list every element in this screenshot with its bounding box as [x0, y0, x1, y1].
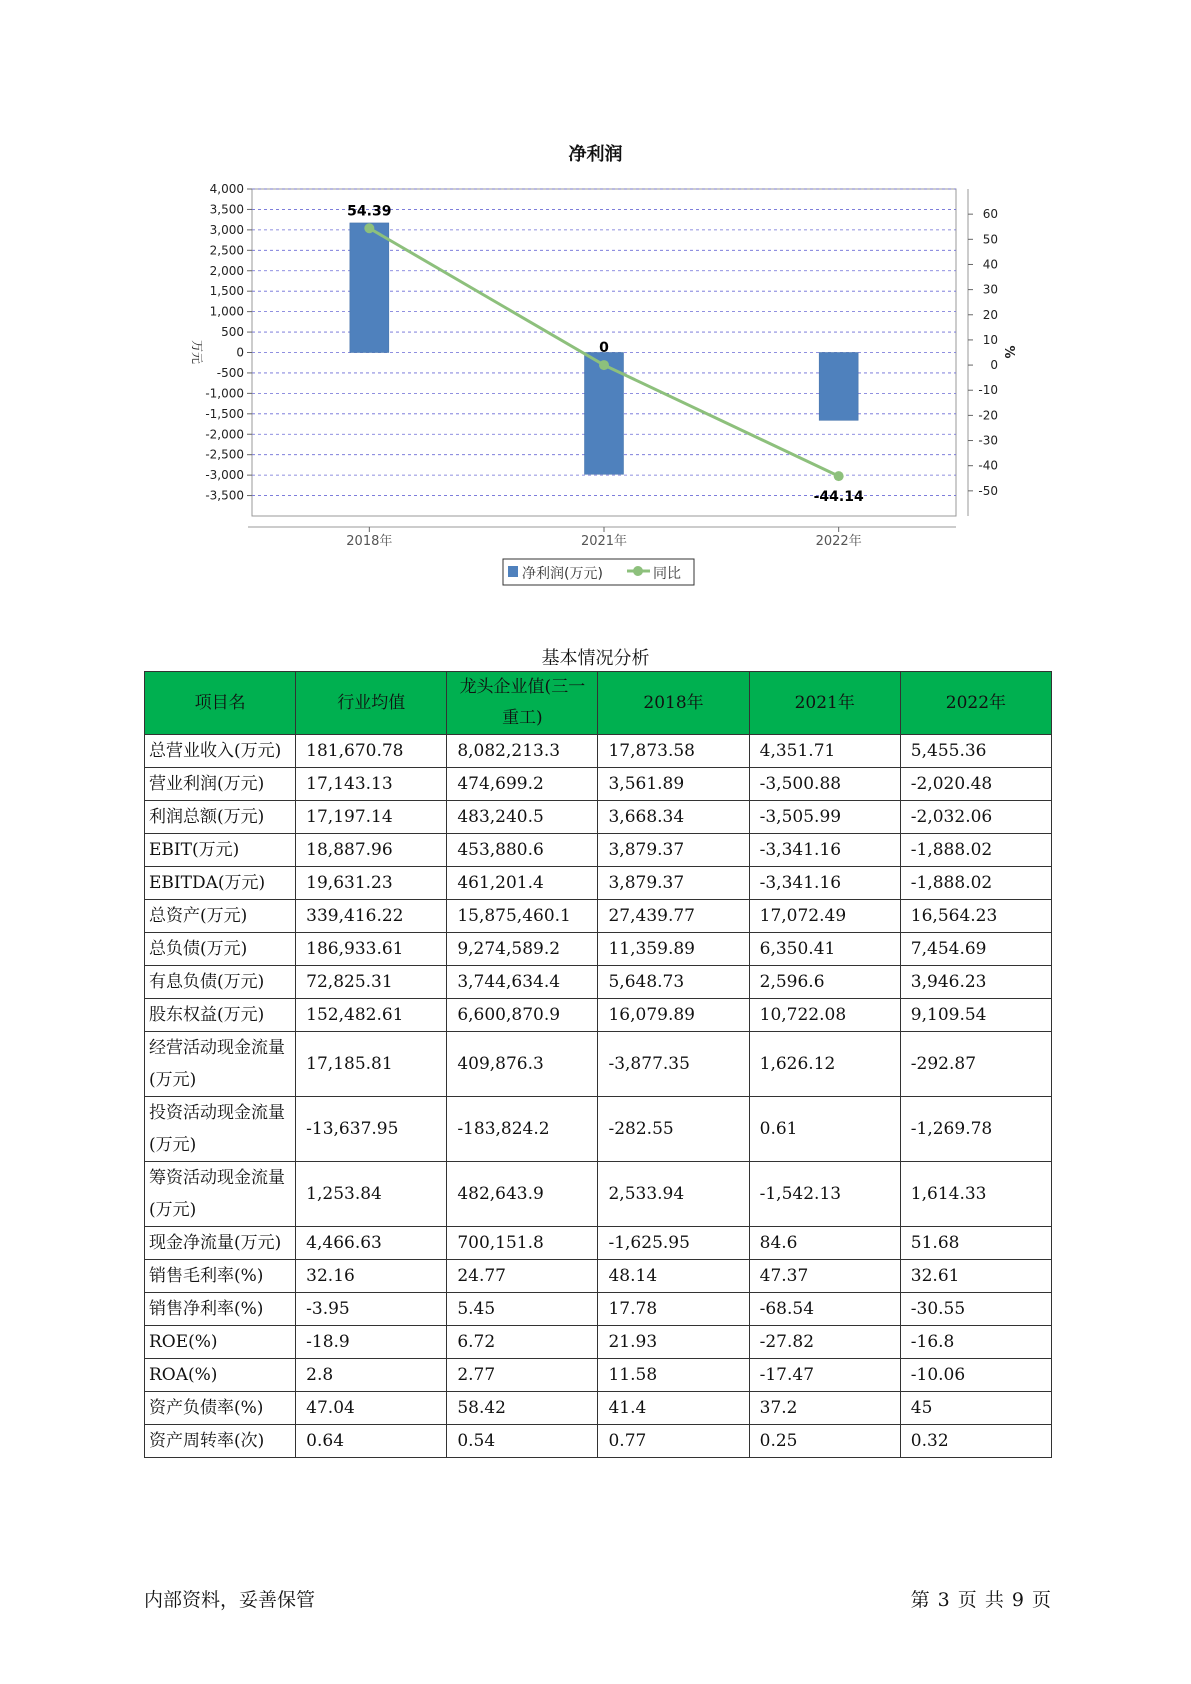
row-label: 总负债(万元) — [145, 933, 296, 966]
yoy-point — [364, 223, 374, 233]
table-cell: 409,876.3 — [447, 1032, 598, 1097]
y-tick-label: 4,000 — [209, 182, 244, 196]
legend-line-marker — [633, 566, 643, 576]
table-row — [145, 933, 1052, 966]
table-cell: 84.6 — [749, 1227, 900, 1260]
table-cell: -1,542.13 — [749, 1162, 900, 1227]
y-right-tick-label: 40 — [982, 257, 998, 272]
table-cell: 3,879.37 — [598, 834, 749, 867]
row-label: 总营业收入(万元) — [145, 735, 296, 768]
table-cell: 16,079.89 — [598, 999, 749, 1032]
table-cell: -3,877.35 — [598, 1032, 749, 1097]
table-cell: -3,505.99 — [749, 801, 900, 834]
row-label: EBIT(万元) — [145, 834, 296, 867]
y-tick-label: 3,500 — [209, 202, 244, 217]
table-cell: 47.04 — [296, 1392, 447, 1425]
y-right-tick-label: 0 — [990, 358, 998, 373]
table-cell: -183,824.2 — [447, 1097, 598, 1162]
table-cell: -68.54 — [749, 1293, 900, 1326]
table-header-cell: 项目名 — [145, 672, 296, 735]
table-cell: 58.42 — [447, 1392, 598, 1425]
table-cell: 3,561.89 — [598, 768, 749, 801]
table-cell: 461,201.4 — [447, 867, 598, 900]
y-axis-title: 万元 — [190, 339, 204, 365]
table-cell: 24.77 — [447, 1260, 598, 1293]
y-right-tick-label: 60 — [982, 207, 998, 222]
table-cell: 0.64 — [296, 1425, 447, 1458]
row-label: 现金净流量(万元) — [145, 1227, 296, 1260]
table-cell: -1,888.02 — [900, 834, 1051, 867]
table-cell: 2,596.6 — [749, 966, 900, 999]
table-cell: 15,875,460.1 — [447, 900, 598, 933]
table-header-row — [145, 672, 1052, 735]
table-row — [145, 768, 1052, 801]
table-cell: 6.72 — [447, 1326, 598, 1359]
table-cell: -3.95 — [296, 1293, 447, 1326]
table-cell: 2.8 — [296, 1359, 447, 1392]
table-cell: 3,744,634.4 — [447, 966, 598, 999]
table-cell: 11.58 — [598, 1359, 749, 1392]
table-row — [145, 801, 1052, 834]
table-row — [145, 735, 1052, 768]
table-cell: 186,933.61 — [296, 933, 447, 966]
table-cell: -10.06 — [900, 1359, 1051, 1392]
table-cell: 4,466.63 — [296, 1227, 447, 1260]
legend-label: 净利润(万元) — [522, 566, 603, 582]
table-cell: 17,197.14 — [296, 801, 447, 834]
table-cell: 18,887.96 — [296, 834, 447, 867]
table-header-cell: 2022年 — [900, 672, 1051, 735]
table-row — [145, 999, 1052, 1032]
table-cell: -13,637.95 — [296, 1097, 447, 1162]
x-tick-label: 2021年 — [580, 534, 628, 549]
y-right-tick-label: -10 — [978, 383, 998, 398]
table-cell: 339,416.22 — [296, 900, 447, 933]
table-cell: 1,614.33 — [900, 1162, 1051, 1227]
row-label: 资产负债率(%) — [145, 1392, 296, 1425]
table-cell: 3,879.37 — [598, 867, 749, 900]
y-tick-label: 1,000 — [209, 304, 244, 319]
data-label: -44.14 — [813, 489, 864, 506]
table-cell: -18.9 — [296, 1326, 447, 1359]
table-header-cell: 2018年 — [598, 672, 749, 735]
table-cell: 48.14 — [598, 1260, 749, 1293]
table-row — [145, 1162, 1052, 1227]
footer-page-number: 第 3 页 共 9 页 — [910, 1589, 1052, 1611]
row-label: ROA(%) — [145, 1359, 296, 1392]
row-label: 资产周转率(次) — [145, 1425, 296, 1458]
table-cell: 7,454.69 — [900, 933, 1051, 966]
table-row — [145, 1260, 1052, 1293]
table-cell: 32.61 — [900, 1260, 1051, 1293]
row-label: 销售净利率(%) — [145, 1293, 296, 1326]
table-cell: -17.47 — [749, 1359, 900, 1392]
bar — [819, 353, 858, 421]
table-cell: 32.16 — [296, 1260, 447, 1293]
row-label: 有息负债(万元) — [145, 966, 296, 999]
table-cell: 17,185.81 — [296, 1032, 447, 1097]
bar — [350, 223, 389, 353]
y-right-axis-title: % — [1001, 345, 1016, 359]
table-cell: 2,533.94 — [598, 1162, 749, 1227]
table-cell: 5.45 — [447, 1293, 598, 1326]
footer-confidential-note: 内部资料，妥善保管 — [144, 1589, 316, 1611]
yoy-point — [834, 471, 844, 481]
table-cell: 453,880.6 — [447, 834, 598, 867]
y-tick-label: 1,500 — [209, 284, 244, 299]
row-label: 股东权益(万元) — [145, 999, 296, 1032]
table-cell: 700,151.8 — [447, 1227, 598, 1260]
data-label: 54.39 — [347, 203, 392, 220]
chart-title: 净利润 — [568, 144, 623, 165]
table-row — [145, 1032, 1052, 1097]
table-row — [145, 867, 1052, 900]
table-cell: 45 — [900, 1392, 1051, 1425]
y-right-tick-label: 20 — [982, 307, 998, 322]
table-row — [145, 1326, 1052, 1359]
legend-bar-swatch — [508, 566, 518, 577]
table-cell: 21.93 — [598, 1326, 749, 1359]
table-cell: -1,269.78 — [900, 1097, 1051, 1162]
table-cell: 6,600,870.9 — [447, 999, 598, 1032]
y-tick-label: 3,000 — [209, 222, 244, 237]
table-row — [145, 966, 1052, 999]
table-cell: 0.61 — [749, 1097, 900, 1162]
table-cell: 0.77 — [598, 1425, 749, 1458]
row-label: 投资活动现金流量(万元) — [145, 1097, 296, 1162]
row-label: EBITDA(万元) — [145, 867, 296, 900]
row-label: 营业利润(万元) — [145, 768, 296, 801]
table-cell: 19,631.23 — [296, 867, 447, 900]
table-cell: 1,626.12 — [749, 1032, 900, 1097]
table-cell: 51.68 — [900, 1227, 1051, 1260]
table-cell: -3,500.88 — [749, 768, 900, 801]
data-label: 0 — [599, 340, 609, 357]
table-cell: -2,032.06 — [900, 801, 1051, 834]
table-cell: 41.4 — [598, 1392, 749, 1425]
y-tick-label: -1,500 — [205, 406, 244, 421]
table-cell: 152,482.61 — [296, 999, 447, 1032]
table-cell: 17,873.58 — [598, 735, 749, 768]
table-cell: 0.32 — [900, 1425, 1051, 1458]
table-cell: 5,455.36 — [900, 735, 1051, 768]
table-row — [145, 1359, 1052, 1392]
table-cell: -16.8 — [900, 1326, 1051, 1359]
x-tick-label: 2018年 — [346, 534, 393, 549]
table-header-cell: 龙头企业值(三一重工) — [447, 672, 598, 735]
net-profit-chart — [0, 0, 1191, 600]
yoy-point — [599, 360, 609, 370]
table-cell: 17.78 — [598, 1293, 749, 1326]
x-tick-label: 2022年 — [815, 534, 862, 549]
table-row — [145, 1392, 1052, 1425]
table-cell: 8,082,213.3 — [447, 735, 598, 768]
table-cell: -1,625.95 — [598, 1227, 749, 1260]
table-cell: 2.77 — [447, 1359, 598, 1392]
table-cell: 16,564.23 — [900, 900, 1051, 933]
table-row — [145, 834, 1052, 867]
table-cell: 17,072.49 — [749, 900, 900, 933]
table-cell: 474,699.2 — [447, 768, 598, 801]
table-cell: 483,240.5 — [447, 801, 598, 834]
table-cell: 4,351.71 — [749, 735, 900, 768]
row-label: 总资产(万元) — [145, 900, 296, 933]
table-cell: 10,722.08 — [749, 999, 900, 1032]
y-tick-label: -500 — [216, 365, 244, 380]
table-cell: -30.55 — [900, 1293, 1051, 1326]
table-row — [145, 900, 1052, 933]
y-tick-label: -2,000 — [205, 427, 244, 442]
y-tick-label: -3,000 — [205, 468, 244, 483]
table-cell: 482,643.9 — [447, 1162, 598, 1227]
table-cell: -282.55 — [598, 1097, 749, 1162]
table-caption: 基本情况分析 — [541, 648, 650, 669]
table-cell: 47.37 — [749, 1260, 900, 1293]
table-cell: -3,341.16 — [749, 867, 900, 900]
table-header-cell: 行业均值 — [296, 672, 447, 735]
row-label: ROE(%) — [145, 1326, 296, 1359]
row-label: 经营活动现金流量(万元) — [145, 1032, 296, 1097]
y-right-tick-label: -30 — [978, 433, 998, 448]
basic-analysis-table — [144, 671, 1052, 1458]
y-tick-label: -1,000 — [205, 386, 244, 401]
table-cell: 0.25 — [749, 1425, 900, 1458]
y-right-tick-label: 30 — [982, 282, 998, 297]
table-cell: 9,109.54 — [900, 999, 1051, 1032]
y-tick-label: 2,000 — [209, 263, 244, 278]
table-cell: 27,439.77 — [598, 900, 749, 933]
table-cell: 11,359.89 — [598, 933, 749, 966]
table-cell: 6,350.41 — [749, 933, 900, 966]
y-tick-label: -3,500 — [205, 488, 244, 503]
table-row — [145, 1227, 1052, 1260]
table-cell: -292.87 — [900, 1032, 1051, 1097]
table-cell: 3,668.34 — [598, 801, 749, 834]
y-tick-label: 500 — [221, 325, 244, 340]
row-label: 利润总额(万元) — [145, 801, 296, 834]
legend-label: 同比 — [653, 566, 681, 582]
table-cell: -27.82 — [749, 1326, 900, 1359]
table-cell: 17,143.13 — [296, 768, 447, 801]
y-tick-label: -2,500 — [205, 447, 244, 462]
table-row — [145, 1293, 1052, 1326]
table-cell: 181,670.78 — [296, 735, 447, 768]
table-row — [145, 1425, 1052, 1458]
table-cell: 72,825.31 — [296, 966, 447, 999]
table-cell: 9,274,589.2 — [447, 933, 598, 966]
table-cell: 5,648.73 — [598, 966, 749, 999]
y-tick-label: 2,500 — [209, 243, 244, 258]
table-row — [145, 1097, 1052, 1162]
row-label: 筹资活动现金流量(万元) — [145, 1162, 296, 1227]
y-right-tick-label: -20 — [978, 408, 998, 423]
y-right-tick-label: -50 — [978, 483, 998, 498]
y-right-tick-label: 50 — [982, 232, 998, 247]
table-cell: -1,888.02 — [900, 867, 1051, 900]
table-cell: 37.2 — [749, 1392, 900, 1425]
y-right-tick-label: 10 — [982, 332, 998, 347]
table-header-cell: 2021年 — [749, 672, 900, 735]
table-cell: 3,946.23 — [900, 966, 1051, 999]
table-cell: 1,253.84 — [296, 1162, 447, 1227]
table-cell: 0.54 — [447, 1425, 598, 1458]
y-tick-label: 0 — [236, 345, 244, 360]
y-right-tick-label: -40 — [978, 458, 998, 473]
table-cell: -2,020.48 — [900, 768, 1051, 801]
row-label: 销售毛利率(%) — [145, 1260, 296, 1293]
table-cell: -3,341.16 — [749, 834, 900, 867]
